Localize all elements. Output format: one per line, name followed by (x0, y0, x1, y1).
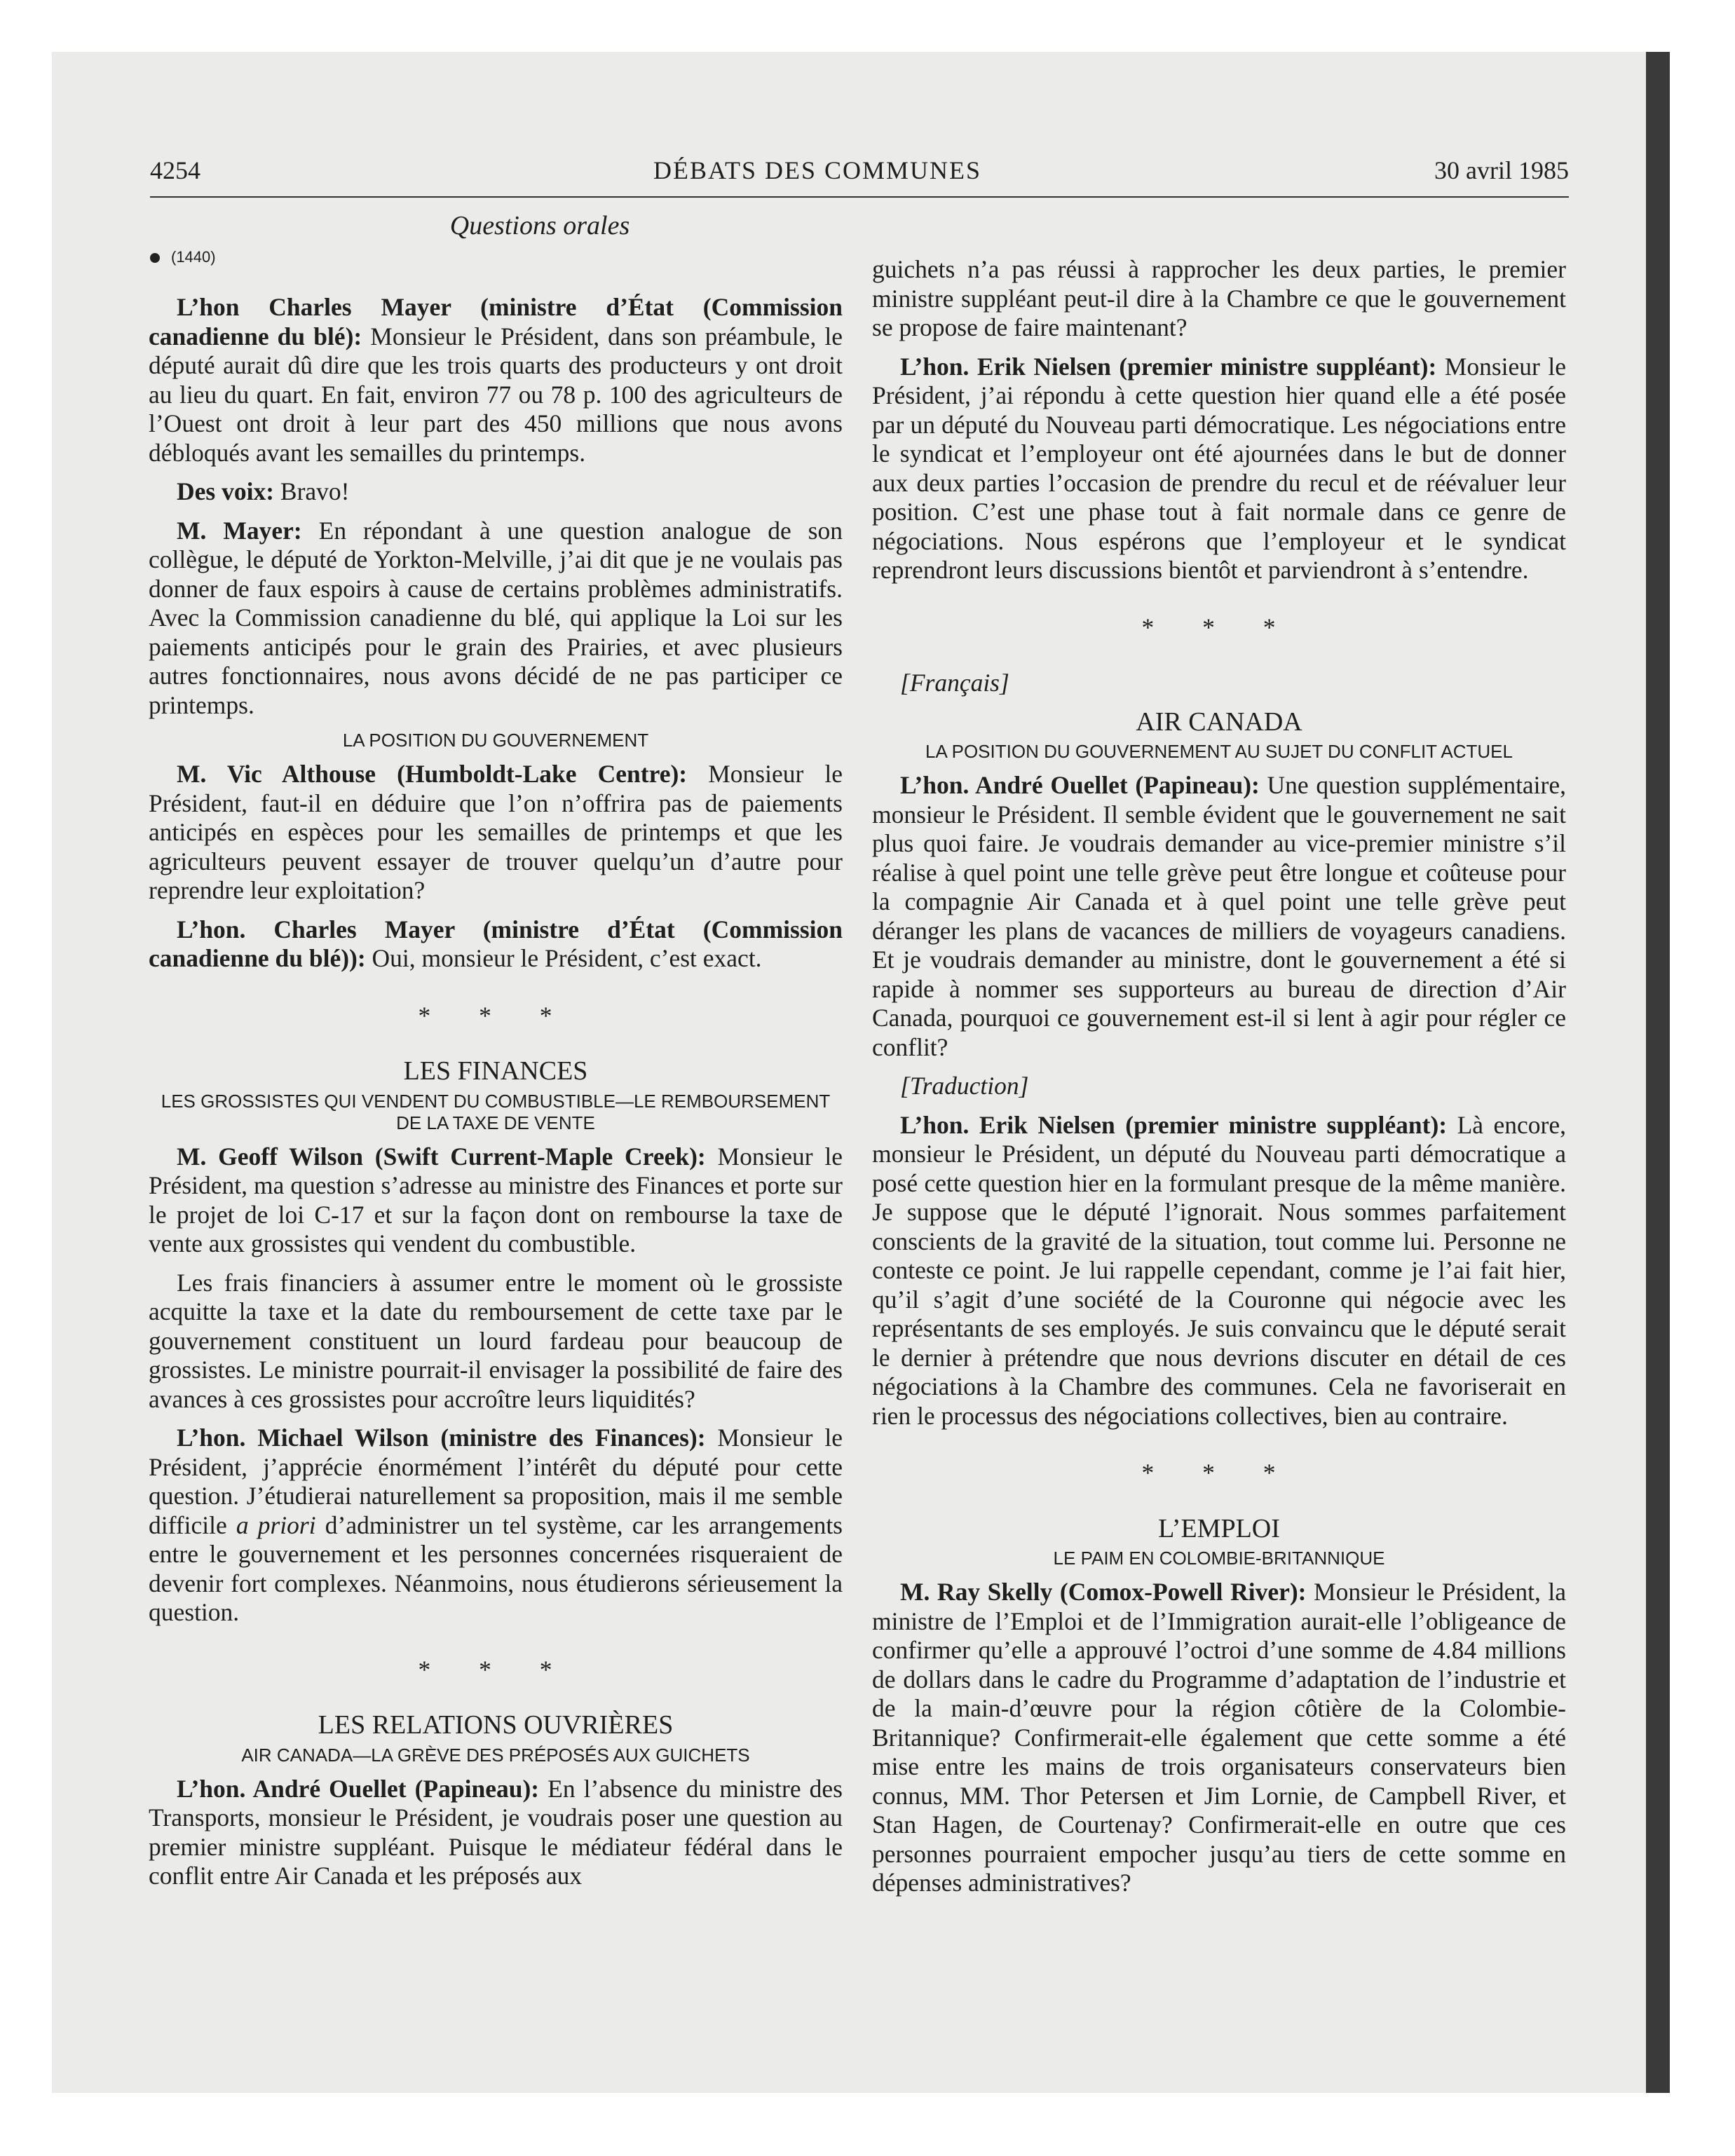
speaker: M. Geoff Wilson (Swift Current-Maple Creek): (177, 1142, 706, 1171)
sub-heading: AIR CANADA—LA GRÈVE DES PRÉPOSÉS AUX GUICHETS (241, 1744, 750, 1766)
paragraph (872, 1578, 1566, 1898)
speech-text: En l’absence du ministre des Transports, monsieur le Président, je voudrais poser une question au premier ministre suppléant. Puisque le médiateur fédéral dans le conflit entre Air Canada et les préposés aux (149, 1774, 843, 1890)
speech-text: Bravo! (274, 477, 350, 505)
speaker: Des voix: (177, 477, 275, 505)
paragraph (872, 771, 1566, 1062)
paragraph (149, 517, 843, 721)
speaker: L’hon Charles Mayer (ministre d’État (Commission canadienne du blé): (149, 293, 843, 350)
section-label: Questions orales (449, 211, 630, 240)
paragraph (149, 1424, 843, 1628)
speech-text: Monsieur le Président, la ministre de l’Emploi et de l’Immigration aurait-elle l’obligeance de confirmer qu’elle a approuvé l’octroi d’une somme de 4.84 millions de dollars dans le cadre du Programme d’adaptation de l’industrie et de la main-d’œuvre pour la région côtière de la Colombie-Britannique? Confirmerait-elle également que cette somme a été mise entre les mains de trois organisateurs conservateurs bien connus, MM. Thor Petersen et Jim Lornie, de Campbell River, et Stan Hagen, de Courtenay? Confirmerait-elle en outre que ces personnes pourraient empocher jusqu’au tiers de cette somme en dépenses administratives? (872, 1578, 1566, 1897)
bullet-icon (150, 253, 160, 263)
speaker: L’hon. Erik Nielsen (premier ministre suppléant): (900, 352, 1437, 381)
section-divider: * * * (418, 1655, 573, 1684)
paragraph (149, 293, 843, 468)
section-heading: L’EMPLOI (1158, 1513, 1280, 1543)
speaker: L’hon. Michael Wilson (ministre des Finances): (177, 1424, 706, 1452)
sub-heading: LA POSITION DU GOUVERNEMENT AU SUJET DU CONFLIT ACTUEL (925, 741, 1513, 762)
speech-text: Oui, monsieur le Président, c’est exact. (365, 944, 762, 972)
timestamp (150, 248, 216, 266)
left-column (149, 293, 843, 1901)
section-divider: * * * (1141, 1459, 1297, 1487)
sub-heading: LA POSITION DU GOUVERNEMENT (342, 730, 649, 751)
speaker: M. Mayer: (177, 516, 302, 545)
italic-phrase: a priori (236, 1510, 316, 1539)
speech-text: Monsieur le Président, faut-il en déduire que l’on n’offrira pas de paiements anticipés en espèces pour les semailles de printemps et que les agriculteurs peuvent essayer de trouver quelqu’un d’autre pour reprendre leur exploitation? (149, 760, 843, 904)
speaker: L’hon. Erik Nielsen (premier ministre suppléant): (900, 1110, 1448, 1139)
language-marker: [Français] (900, 669, 1009, 697)
speech-text: Là encore, monsieur le Président, un député du Nouveau parti démocratique a posé cette question hier en la formulant presque de la même manière. Je suppose que le député l’ignorait. Nous sommes parfaitement conscients de la gravité de la situation, tout comme lui. Personne ne conteste ce point. Je lui rappelle cependant, comme je l’ai fait hier, qu’il s’agit d’une société de la Couronne qui négocie avec les représentants de ses employés. Je suis convaincu que le député serait le dernier à prétendre que nous devrions discuter en détail de ces négociations à la Chambre des communes. Cela ne favoriserait en rien le processus des négociations collectives, bien au contraire. (872, 1110, 1566, 1430)
timestamp-text: (1440) (171, 248, 216, 266)
section-heading: AIR CANADA (1136, 707, 1302, 737)
paragraph (149, 760, 843, 906)
section-heading: LES RELATIONS OUVRIÈRES (318, 1710, 674, 1740)
section-divider: * * * (418, 1001, 573, 1030)
speaker: L’hon. André Ouellet (Papineau): (177, 1774, 540, 1803)
section-heading: LES FINANCES (403, 1056, 588, 1086)
speech-text: d’administrer un tel système, car les arrangements entre le gouvernement et les personnes concernées risqueraient de devenir fort complexes. Néanmoins, nous étudierons sérieusement la question. (149, 1510, 843, 1626)
speech-text: Monsieur le Président, j’ai répondu à cette question hier quand elle a été posée par un député du Nouveau parti démocratique. Les négociations entre le syndicat et l’employeur ont été ajournées dans le but de donner aux deux parties l’occasion de prendre du recul et de réévaluer leur position. C’est une phase tout à fait normale dans ce genre de négociations. Nous espérons que l’employeur et le syndicat reprendront leurs discussions bientôt et parviendront à s’entendre. (872, 352, 1566, 584)
right-column (872, 255, 1566, 1908)
paragraph (149, 477, 843, 507)
paragraph: guichets n’a pas réussi à rapprocher les deux parties, le premier ministre suppléant peut-il dire à la Chambre ce que le gouvernement se propose de faire maintenant? (872, 255, 1566, 341)
speech-text: Monsieur le Président, ma question s’adresse au ministre des Finances et porte sur le projet de loi C-17 et sur la façon dont on rembourse la taxe de vente aux grossistes qui vendent du combustible. (149, 1142, 843, 1257)
speaker: L’hon. André Ouellet (Papineau): (900, 771, 1260, 799)
paragraph (149, 915, 843, 974)
sub-heading: LES GROSSISTES QUI VENDENT DU COMBUSTIBLE—LE REMBOURSEMENT DE LA TAXE DE VENTE (161, 1090, 831, 1133)
publication-title: DÉBATS DES COMMUNES (653, 156, 982, 184)
speaker: M. Ray Skelly (Comox-Powell River): (900, 1578, 1307, 1606)
paragraph: Les frais financiers à assumer entre le moment où le grossiste acquitte la taxe et la date du remboursement de cette taxe par le gouvernement constituent un lourd fardeau pour beaucoup de grossistes. Le ministre pourrait-il envisager la possibilité de faire des avances à ces grossistes pour accroître leurs liquidités? (149, 1268, 843, 1413)
speech-text: Une question supplémentaire, monsieur le Président. Il semble évident que le gouvernement ne sait plus quoi faire. Je voudrais demander au vice-premier ministre s’il réalise à quel point une telle grève peut être longue et coûteuse pour la compagnie Air Canada et à quel point une telle grève peut déranger les plans de vacances de milliers de voyageurs canadiens. Et je voudrais demander au ministre, dont le gouvernement a été si rapide à nommer ses supporteurs au bureau de direction d’Air Canada, pourquoi ce gouvernement est-il si lent à agir pour régler ce conflit? (872, 771, 1567, 1061)
page-header (150, 156, 1569, 185)
paragraph (872, 1111, 1566, 1431)
paragraph (149, 1142, 843, 1259)
paragraph (149, 1775, 843, 1891)
binding-edge (1646, 52, 1670, 2093)
section-divider: * * * (1141, 613, 1297, 641)
page-number: 4254 (150, 156, 200, 184)
page-date: 30 avril 1985 (1434, 156, 1569, 184)
language-marker: [Traduction] (900, 1072, 1029, 1100)
speaker: M. Vic Althouse (Humboldt-Lake Centre): (177, 760, 688, 788)
speech-text: Monsieur le Président, j’apprécie énormément l’intérêt du député pour cette question. J’étudierai naturellement sa proposition, mais il me semble difficile (149, 1424, 843, 1539)
paragraph (872, 353, 1566, 585)
speech-text: En répondant à une question analogue de son collègue, le député de Yorkton-Melville, j’ai dit que je ne voulais pas donner de faux espoirs à cause de certains problèmes administratifs. Avec la Commission canadienne du blé, qui applique la Loi sur les paiements anticipés pour le grain des Prairies, et avec plusieurs autres fonctionnaires, nous avons décidé de ne pas participer ce printemps. (149, 516, 843, 719)
header-rule (150, 196, 1569, 198)
speaker: L’hon. Charles Mayer (ministre d’État (Commission canadienne du blé)): (149, 915, 843, 972)
speech-text: Monsieur le Président, dans son préambule, le député aurait dû dire que les trois quarts des producteurs y ont droit au lieu du quart. En fait, environ 77 ou 78 p. 100 des agriculteurs de l’Ouest ont droit à leur part des 450 millions que nous avons débloqués avant les semailles du printemps. (149, 322, 843, 467)
sub-heading: LE PAIM EN COLOMBIE-BRITANNIQUE (1053, 1548, 1385, 1569)
